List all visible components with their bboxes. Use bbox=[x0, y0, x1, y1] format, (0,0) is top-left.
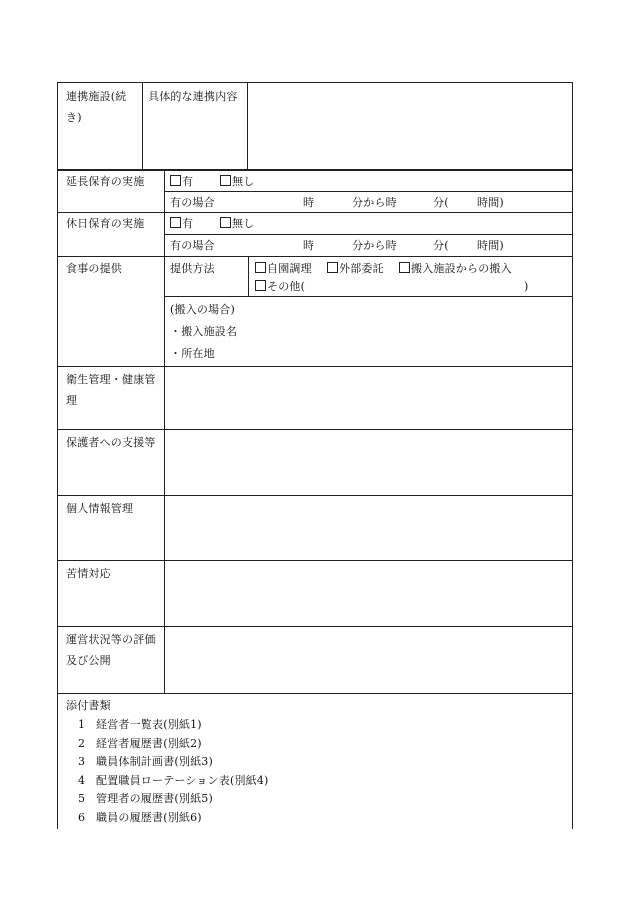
encho-min: 分( bbox=[433, 196, 449, 209]
line-kujo-bottom bbox=[57, 626, 573, 627]
attachment-number: 5 bbox=[78, 792, 86, 805]
line-hogosha-bottom bbox=[57, 495, 573, 496]
main-table-left-border bbox=[57, 170, 58, 829]
renkei-divider-1 bbox=[142, 82, 143, 170]
encho-hour: 時 bbox=[303, 196, 315, 209]
attachment-item: 経営者履歴書(別紙2) bbox=[96, 736, 202, 750]
kyujitsu-no[interactable] bbox=[220, 213, 254, 234]
meal-delivery-case: (搬入の場合) bbox=[170, 303, 235, 316]
encho-yes-label: 有 bbox=[182, 175, 194, 188]
encho-min-from: 分から時 bbox=[352, 196, 397, 209]
line-kyujitsu-bottom bbox=[57, 256, 573, 257]
encho-no[interactable] bbox=[220, 171, 254, 192]
encho-case-label: 有の場合 bbox=[170, 196, 215, 209]
kyujitsu-hours-close: 時間) bbox=[477, 239, 504, 252]
kyujitsu-label: 休日保育の実施 bbox=[66, 217, 145, 230]
meal-opt-delivery-label: 搬入施設からの搬入 bbox=[411, 262, 512, 275]
encho-no-checkbox[interactable] bbox=[220, 175, 231, 186]
attachment-number: 1 bbox=[78, 718, 86, 731]
meal-opt-delivery[interactable] bbox=[399, 258, 512, 279]
meal-opt-outsource-checkbox[interactable] bbox=[327, 262, 338, 273]
kyujitsu-no-checkbox[interactable] bbox=[220, 217, 231, 228]
kyujitsu-hour: 時 bbox=[303, 239, 315, 252]
attachment-number: 3 bbox=[78, 755, 86, 768]
meal-address: ・所在地 bbox=[170, 347, 215, 360]
encho-no-label: 無し bbox=[232, 175, 255, 188]
attachment-item: 管理者の履歴書(別紙5) bbox=[96, 792, 213, 805]
hogosha-label: 保護者への支援等 bbox=[66, 436, 156, 449]
label-column-divider bbox=[164, 170, 165, 693]
line-kojin-bottom bbox=[57, 560, 573, 561]
kyujitsu-yes-checkbox[interactable] bbox=[170, 217, 181, 228]
meal-opt-other[interactable] bbox=[255, 276, 305, 297]
kojin-label: 個人情報管理 bbox=[66, 502, 134, 515]
kyujitsu-yes[interactable] bbox=[170, 213, 193, 234]
meal-opt-delivery-checkbox[interactable] bbox=[399, 262, 410, 273]
meal-opt-self-label: 自園調理 bbox=[267, 262, 312, 275]
meal-opt-other-checkbox[interactable] bbox=[255, 280, 266, 291]
attachment-item: 職員の履歴書(別紙6) bbox=[96, 810, 202, 824]
kujo-label: 苦情対応 bbox=[66, 567, 111, 580]
kyujitsu-min-from: 分から時 bbox=[352, 239, 397, 252]
meal-opt-self-checkbox[interactable] bbox=[255, 262, 266, 273]
line-meal-bottom bbox=[57, 366, 573, 367]
meal-opt-other-label: その他( bbox=[267, 280, 306, 293]
main-table-right-border bbox=[572, 170, 573, 829]
attachment-number: 4 bbox=[78, 773, 86, 787]
encho-label: 延長保育の実施 bbox=[66, 175, 145, 188]
attachment-number: 2 bbox=[78, 736, 86, 750]
attachment-number: 6 bbox=[78, 810, 86, 824]
meal-method-divider bbox=[248, 256, 249, 296]
renkei-divider-2 bbox=[247, 82, 248, 170]
attachment-item: 配置職員ローテーション表(別紙4) bbox=[96, 773, 269, 787]
renkei-label: 連携施設(続き) bbox=[66, 90, 127, 124]
line-meal-mid bbox=[164, 296, 573, 297]
encho-hours-close: 時間) bbox=[477, 196, 504, 209]
meal-label: 食事の提供 bbox=[66, 262, 122, 275]
meal-other-paren-close: ) bbox=[524, 280, 529, 293]
kyujitsu-no-label: 無し bbox=[232, 217, 255, 230]
attachment-item: 職員体制計画書(別紙3) bbox=[96, 755, 213, 768]
attachments-title: 添付書類 bbox=[66, 699, 111, 712]
unei-label: 運営状況等の評価及び公開 bbox=[66, 633, 156, 667]
line-eisei-bottom bbox=[57, 429, 573, 430]
line-unei-bottom bbox=[57, 693, 573, 694]
kyujitsu-min: 分( bbox=[433, 239, 449, 252]
meal-facility-name: ・搬入施設名 bbox=[170, 325, 238, 338]
attachment-item: 経営者一覧表(別紙1) bbox=[96, 718, 202, 731]
kyujitsu-case-label: 有の場合 bbox=[170, 239, 215, 252]
kyujitsu-yes-label: 有 bbox=[182, 217, 194, 230]
encho-yes[interactable] bbox=[170, 171, 193, 192]
meal-opt-outsource[interactable] bbox=[327, 258, 384, 279]
meal-opt-outsource-label: 外部委託 bbox=[339, 262, 384, 275]
meal-method-label: 提供方法 bbox=[170, 262, 215, 275]
eisei-label: 衛生管理・健康管理 bbox=[66, 373, 156, 407]
renkei-content-label: 具体的な連携内容 bbox=[148, 90, 238, 103]
encho-yes-checkbox[interactable] bbox=[170, 175, 181, 186]
